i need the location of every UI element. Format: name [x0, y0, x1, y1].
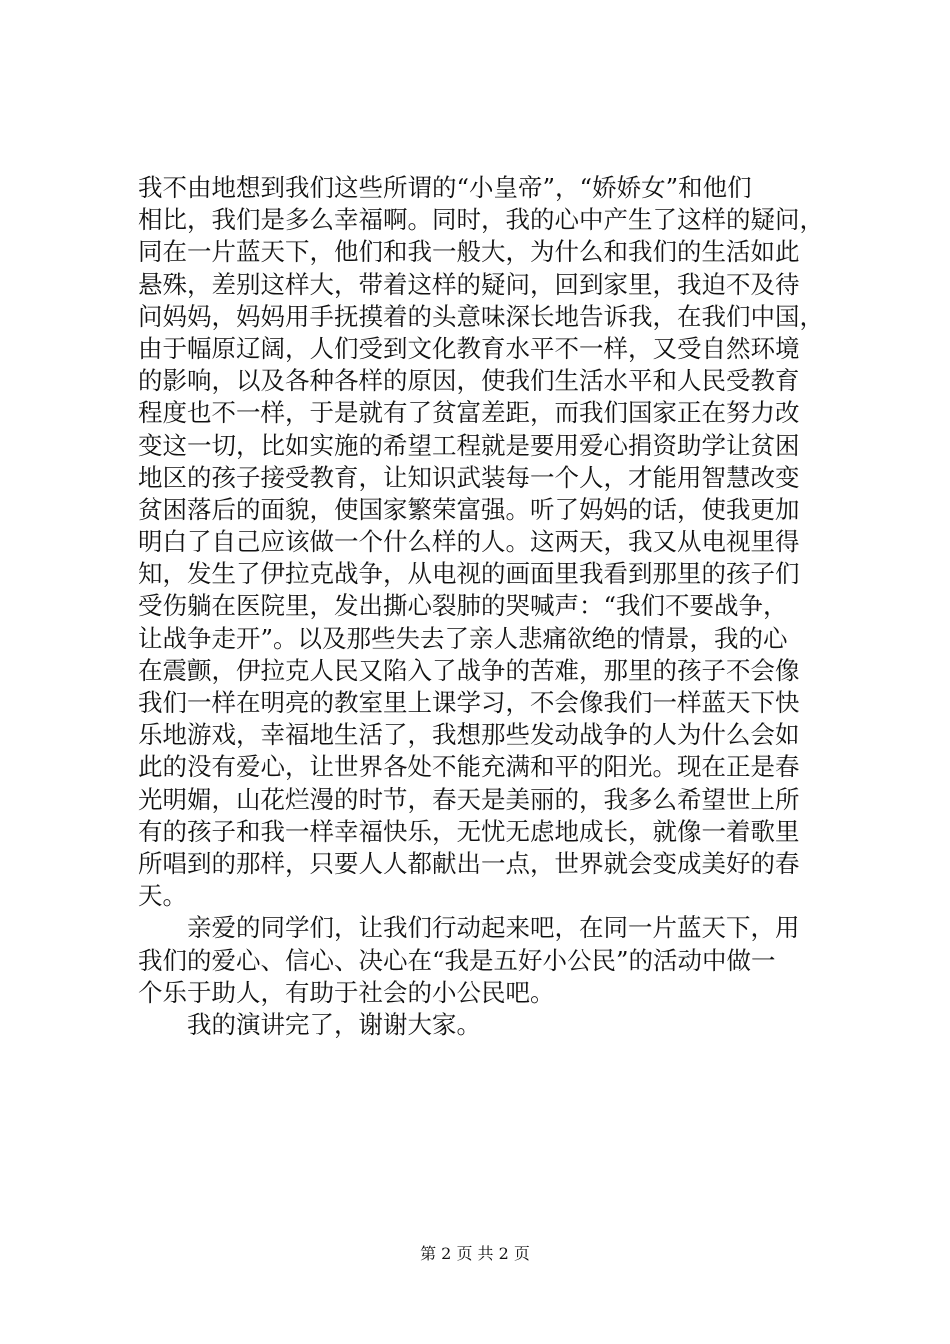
body-text	[138, 172, 838, 1041]
text-line: 知，发生了伊拉克战争，从电视的画面里我看到那里的孩子们	[138, 559, 800, 589]
text-line: 地区的孩子接受教育，让知识武装每一个人，才能用智慧改变	[138, 462, 800, 492]
text-line: 天。	[138, 881, 187, 911]
text-line: 此的没有爱心，让世界各处不能充满和平的阳光。现在正是春	[138, 752, 800, 782]
text-line: 同在一片蓝天下，他们和我一般大，为什么和我们的生活如此	[138, 237, 800, 267]
text-line: 悬殊，差别这样大，带着这样的疑问，回到家里，我迫不及待	[138, 269, 800, 299]
text-line: 乐地游戏，幸福地生活了，我想那些发动战争的人为什么会如	[138, 720, 800, 750]
text-line: 变这一切，比如实施的希望工程就是要用爱心捐资助学让贫困	[138, 430, 800, 460]
text-line: 受伤躺在医院里，发出撕心裂肺的哭喊声：“我们不要战争，	[138, 591, 788, 621]
text-line: 有的孩子和我一样幸福快乐，无忧无虑地成长，就像一着歌里	[138, 816, 800, 846]
page-number-footer: 第 2 页 共 2 页	[420, 1244, 530, 1263]
text-line: 我不由地想到我们这些所谓的“小皇帝”，“娇娇女”和他们	[138, 173, 752, 202]
text-line: 亲爱的同学们，让我们行动起来吧，在同一片蓝天下，用	[138, 913, 800, 943]
text-line: 所唱到的那样，只要人人都献出一点，世界就会变成美好的春	[138, 848, 800, 878]
text-line: 问妈妈，妈妈用手抚摸着的头意味深长地告诉我，在我们中国，	[138, 301, 824, 331]
text-line: 由于幅原辽阔，人们受到文化教育水平不一样，又受自然环境	[138, 333, 800, 363]
text-line: 我们一样在明亮的教室里上课学习，不会像我们一样蓝天下快	[138, 688, 800, 717]
text-line: 贫困落后的面貌，使国家繁荣富强。听了妈妈的话，使我更加	[138, 494, 800, 524]
text-line: 我们的爱心、信心、决心在“我是五好小公民”的活动中做一	[138, 945, 776, 975]
text-line: 的影响，以及各种各样的原因，使我们生活水平和人民受教育	[138, 366, 800, 396]
text-line: 在震颤，伊拉克人民又陷入了战争的苦难，那里的孩子不会像	[138, 655, 800, 685]
text-line: 我的演讲完了，谢谢大家。	[138, 1009, 481, 1039]
text-line: 个乐于助人，有助于社会的小公民吧。	[138, 977, 555, 1007]
text-line: 相比，我们是多么幸福啊。同时，我的心中产生了这样的疑问，	[138, 205, 824, 235]
text-line: 明白了自己应该做一个什么样的人。这两天，我又从电视里得	[138, 527, 800, 557]
text-line: 光明媚，山花烂漫的时节，春天是美丽的，我多么希望世上所	[138, 784, 800, 814]
text-line: 让战争走开”。以及那些失去了亲人悲痛欲绝的情景，我的心	[138, 623, 788, 653]
text-line: 程度也不一样，于是就有了贫富差距，而我们国家正在努力改	[138, 398, 800, 428]
